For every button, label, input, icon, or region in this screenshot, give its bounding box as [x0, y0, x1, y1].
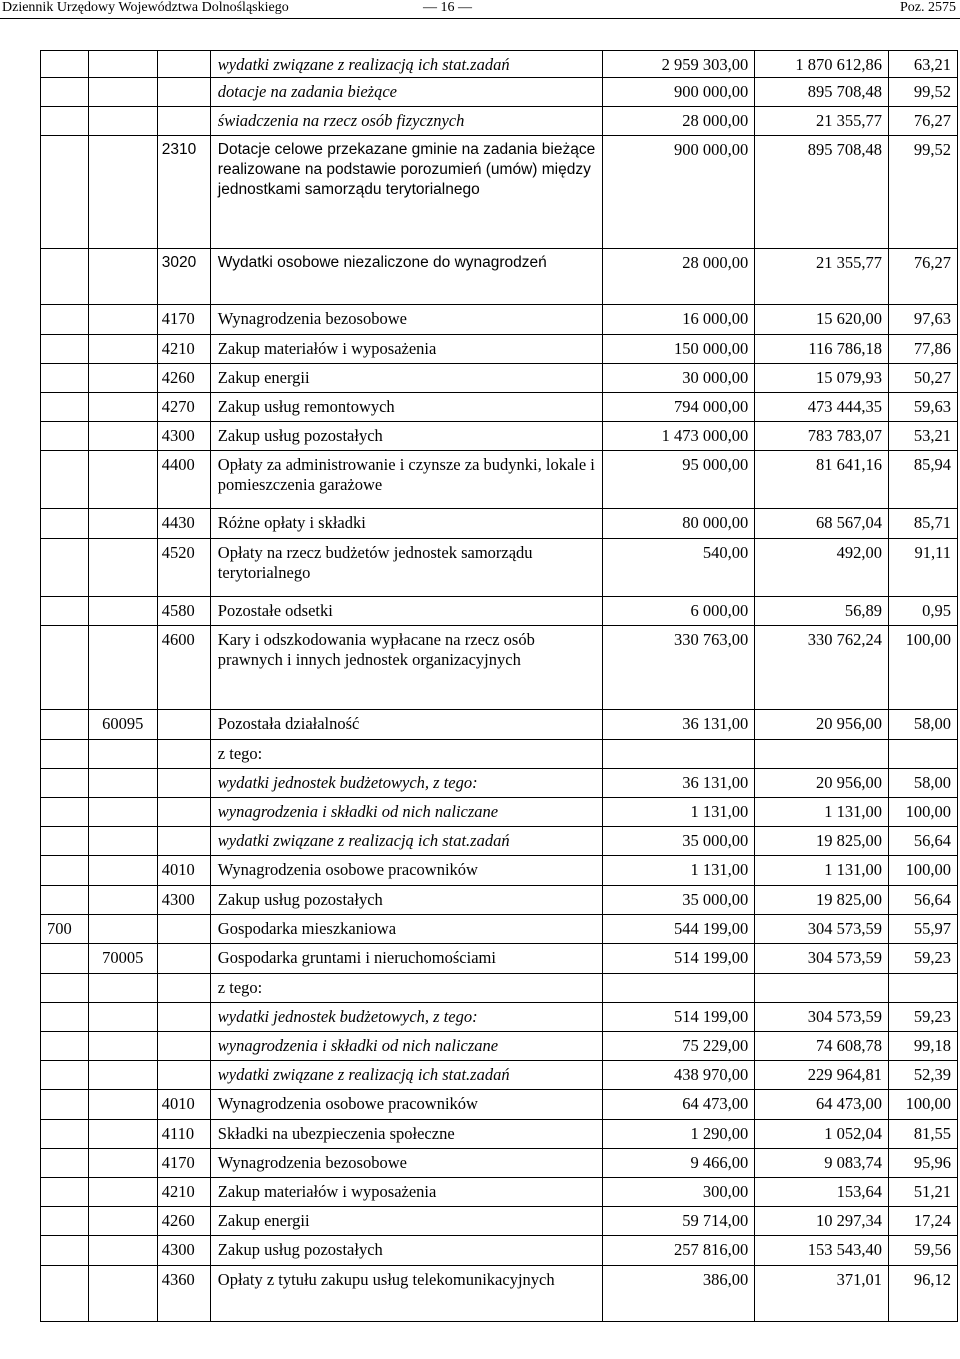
item-name: Pozostałe odsetki	[210, 597, 603, 626]
chapter-code	[88, 798, 157, 827]
item-name: Wynagrodzenia osobowe pracowników	[210, 1090, 603, 1120]
section-code	[41, 1003, 89, 1032]
paragraph-code: 4010	[157, 1090, 210, 1120]
chapter-code	[88, 1266, 157, 1322]
paragraph-code	[157, 769, 210, 798]
paragraph-code: 4430	[157, 509, 210, 539]
chapter-code	[88, 740, 157, 769]
executed-amount: 1 870 612,86	[755, 51, 889, 78]
section-code	[41, 1236, 89, 1266]
paragraph-code	[157, 1032, 210, 1061]
item-name: dotacje na zadania bieżące	[210, 78, 603, 107]
item-name: wydatki związane z realizacją ich stat.zadań	[210, 1061, 603, 1090]
plan-amount: 28 000,00	[603, 107, 755, 136]
section-code	[41, 974, 89, 1003]
section-code	[41, 1207, 89, 1236]
execution-percent: 99,18	[888, 1032, 957, 1061]
section-code	[41, 740, 89, 769]
plan-amount: 1 131,00	[603, 798, 755, 827]
item-name: Wydatki osobowe niezaliczone do wynagrodzeń	[210, 249, 603, 305]
chapter-code	[88, 1003, 157, 1032]
table-row	[41, 1236, 958, 1266]
paragraph-code: 4210	[157, 335, 210, 364]
executed-amount: 21 355,77	[755, 249, 889, 305]
paragraph-code	[157, 78, 210, 107]
execution-percent: 100,00	[888, 626, 957, 710]
execution-percent: 59,23	[888, 944, 957, 974]
executed-amount: 20 956,00	[755, 769, 889, 798]
plan-amount: 2 959 303,00	[603, 51, 755, 78]
chapter-code	[88, 422, 157, 451]
execution-percent: 56,64	[888, 827, 957, 856]
item-name: Kary i odszkodowania wypłacane na rzecz osób prawnych i innych jednostek organizacyjnych	[210, 626, 603, 710]
section-code	[41, 451, 89, 509]
paragraph-code: 4300	[157, 886, 210, 915]
table-row	[41, 626, 958, 710]
chapter-code	[88, 1120, 157, 1149]
table-row	[41, 597, 958, 626]
item-name: Wynagrodzenia bezosobowe	[210, 1149, 603, 1178]
plan-amount: 544 199,00	[603, 915, 755, 944]
chapter-code	[88, 305, 157, 335]
execution-percent: 51,21	[888, 1178, 957, 1207]
chapter-code	[88, 136, 157, 249]
item-name: Zakup usług pozostałych	[210, 422, 603, 451]
plan-amount: 900 000,00	[603, 78, 755, 107]
plan-amount: 80 000,00	[603, 509, 755, 539]
executed-amount: 19 825,00	[755, 886, 889, 915]
section-code	[41, 78, 89, 107]
execution-percent: 63,21	[888, 51, 957, 78]
executed-amount	[755, 974, 889, 1003]
chapter-code	[88, 107, 157, 136]
plan-amount: 386,00	[603, 1266, 755, 1322]
section-code	[41, 249, 89, 305]
table-row	[41, 1178, 958, 1207]
table-row	[41, 136, 958, 249]
plan-amount: 9 466,00	[603, 1149, 755, 1178]
plan-amount: 6 000,00	[603, 597, 755, 626]
executed-amount: 304 573,59	[755, 1003, 889, 1032]
execution-percent: 97,63	[888, 305, 957, 335]
section-code	[41, 1032, 89, 1061]
chapter-code: 70005	[88, 944, 157, 974]
execution-percent	[888, 974, 957, 1003]
chapter-code	[88, 856, 157, 886]
table-row	[41, 1207, 958, 1236]
chapter-code	[88, 249, 157, 305]
plan-amount: 1 473 000,00	[603, 422, 755, 451]
execution-percent: 85,94	[888, 451, 957, 509]
chapter-code	[88, 1149, 157, 1178]
item-name: Zakup usług remontowych	[210, 393, 603, 422]
table-row	[41, 1061, 958, 1090]
item-name: Zakup usług pozostałych	[210, 1236, 603, 1266]
table-row	[41, 1149, 958, 1178]
execution-percent: 56,64	[888, 886, 957, 915]
item-name: wydatki związane z realizacją ich stat.zadań	[210, 51, 603, 78]
paragraph-code	[157, 1003, 210, 1032]
chapter-code	[88, 886, 157, 915]
table-row	[41, 710, 958, 740]
table-row	[41, 451, 958, 509]
table-row	[41, 393, 958, 422]
paragraph-code	[157, 740, 210, 769]
table-row	[41, 51, 958, 78]
executed-amount: 1 052,04	[755, 1120, 889, 1149]
paragraph-code: 3020	[157, 249, 210, 305]
chapter-code: 60095	[88, 710, 157, 740]
chapter-code	[88, 626, 157, 710]
item-name: Gospodarka mieszkaniowa	[210, 915, 603, 944]
executed-amount: 1 131,00	[755, 798, 889, 827]
section-code	[41, 827, 89, 856]
plan-amount	[603, 740, 755, 769]
item-name: wynagrodzenia i składki od nich naliczane	[210, 798, 603, 827]
item-name: wydatki jednostek budżetowych, z tego:	[210, 769, 603, 798]
executed-amount: 68 567,04	[755, 509, 889, 539]
table-row	[41, 1032, 958, 1061]
paragraph-code: 4400	[157, 451, 210, 509]
executed-amount: 21 355,77	[755, 107, 889, 136]
plan-amount: 150 000,00	[603, 335, 755, 364]
executed-amount: 229 964,81	[755, 1061, 889, 1090]
section-code	[41, 1149, 89, 1178]
section-code	[41, 51, 89, 78]
execution-percent: 100,00	[888, 798, 957, 827]
executed-amount: 74 608,78	[755, 1032, 889, 1061]
table-row	[41, 886, 958, 915]
budget-table	[40, 50, 958, 1322]
table-row	[41, 249, 958, 305]
chapter-code	[88, 509, 157, 539]
execution-percent: 95,96	[888, 1149, 957, 1178]
plan-amount: 257 816,00	[603, 1236, 755, 1266]
executed-amount: 473 444,35	[755, 393, 889, 422]
item-name: Zakup usług pozostałych	[210, 886, 603, 915]
chapter-code	[88, 364, 157, 393]
plan-amount: 28 000,00	[603, 249, 755, 305]
section-code	[41, 393, 89, 422]
chapter-code	[88, 1032, 157, 1061]
paragraph-code: 4300	[157, 422, 210, 451]
paragraph-code	[157, 944, 210, 974]
plan-amount: 438 970,00	[603, 1061, 755, 1090]
executed-amount: 81 641,16	[755, 451, 889, 509]
paragraph-code: 4170	[157, 305, 210, 335]
execution-percent: 99,52	[888, 78, 957, 107]
executed-amount: 10 297,34	[755, 1207, 889, 1236]
section-code	[41, 597, 89, 626]
table-row	[41, 856, 958, 886]
section-code	[41, 856, 89, 886]
execution-percent: 96,12	[888, 1266, 957, 1322]
executed-amount: 492,00	[755, 539, 889, 597]
section-code	[41, 1120, 89, 1149]
plan-amount: 36 131,00	[603, 710, 755, 740]
execution-percent	[888, 740, 957, 769]
chapter-code	[88, 1207, 157, 1236]
plan-amount: 75 229,00	[603, 1032, 755, 1061]
item-name: Zakup materiałów i wyposażenia	[210, 335, 603, 364]
chapter-code	[88, 915, 157, 944]
section-code	[41, 710, 89, 740]
section-code	[41, 509, 89, 539]
execution-percent: 76,27	[888, 107, 957, 136]
executed-amount: 330 762,24	[755, 626, 889, 710]
chapter-code	[88, 974, 157, 1003]
paragraph-code: 4580	[157, 597, 210, 626]
plan-amount: 300,00	[603, 1178, 755, 1207]
paragraph-code	[157, 107, 210, 136]
paragraph-code: 4300	[157, 1236, 210, 1266]
position-number: Poz. 2575	[900, 0, 956, 15]
executed-amount: 304 573,59	[755, 944, 889, 974]
item-name: Wynagrodzenia bezosobowe	[210, 305, 603, 335]
execution-percent: 59,63	[888, 393, 957, 422]
section-code	[41, 364, 89, 393]
item-name: wydatki związane z realizacją ich stat.zadań	[210, 827, 603, 856]
paragraph-code: 4360	[157, 1266, 210, 1322]
chapter-code	[88, 51, 157, 78]
plan-amount: 1 131,00	[603, 856, 755, 886]
section-code	[41, 1061, 89, 1090]
execution-percent: 76,27	[888, 249, 957, 305]
section-code	[41, 944, 89, 974]
table-row	[41, 740, 958, 769]
section-code	[41, 1266, 89, 1322]
execution-percent: 55,97	[888, 915, 957, 944]
executed-amount: 895 708,48	[755, 78, 889, 107]
chapter-code	[88, 539, 157, 597]
execution-percent: 85,71	[888, 509, 957, 539]
paragraph-code	[157, 710, 210, 740]
executed-amount: 1 131,00	[755, 856, 889, 886]
chapter-code	[88, 393, 157, 422]
execution-percent: 100,00	[888, 1090, 957, 1120]
section-code	[41, 1178, 89, 1207]
paragraph-code: 4520	[157, 539, 210, 597]
table-row	[41, 539, 958, 597]
item-name: wydatki jednostek budżetowych, z tego:	[210, 1003, 603, 1032]
paragraph-code	[157, 974, 210, 1003]
plan-amount: 35 000,00	[603, 827, 755, 856]
executed-amount: 783 783,07	[755, 422, 889, 451]
item-name: świadczenia na rzecz osób fizycznych	[210, 107, 603, 136]
plan-amount: 16 000,00	[603, 305, 755, 335]
execution-percent: 53,21	[888, 422, 957, 451]
table-row	[41, 1120, 958, 1149]
paragraph-code: 4210	[157, 1178, 210, 1207]
section-code	[41, 1090, 89, 1120]
table-row	[41, 798, 958, 827]
table-row	[41, 335, 958, 364]
plan-amount: 35 000,00	[603, 886, 755, 915]
section-code	[41, 769, 89, 798]
table-row	[41, 1266, 958, 1322]
plan-amount: 36 131,00	[603, 769, 755, 798]
table-row	[41, 974, 958, 1003]
execution-percent: 0,95	[888, 597, 957, 626]
executed-amount: 116 786,18	[755, 335, 889, 364]
item-name: wynagrodzenia i składki od nich naliczane	[210, 1032, 603, 1061]
item-name: z tego:	[210, 740, 603, 769]
section-code	[41, 335, 89, 364]
table-row	[41, 364, 958, 393]
plan-amount: 514 199,00	[603, 1003, 755, 1032]
section-code	[41, 798, 89, 827]
item-name: Wynagrodzenia osobowe pracowników	[210, 856, 603, 886]
executed-amount: 20 956,00	[755, 710, 889, 740]
chapter-code	[88, 769, 157, 798]
paragraph-code	[157, 1061, 210, 1090]
item-name: Zakup energii	[210, 1207, 603, 1236]
execution-percent: 59,23	[888, 1003, 957, 1032]
paragraph-code: 2310	[157, 136, 210, 249]
item-name: Składki na ubezpieczenia społeczne	[210, 1120, 603, 1149]
paragraph-code: 4010	[157, 856, 210, 886]
table-row	[41, 1090, 958, 1120]
table-row	[41, 305, 958, 335]
item-name: Gospodarka gruntami i nieruchomościami	[210, 944, 603, 974]
paragraph-code	[157, 51, 210, 78]
paragraph-code: 4600	[157, 626, 210, 710]
plan-amount: 794 000,00	[603, 393, 755, 422]
chapter-code	[88, 1090, 157, 1120]
chapter-code	[88, 451, 157, 509]
executed-amount: 153,64	[755, 1178, 889, 1207]
plan-amount: 330 763,00	[603, 626, 755, 710]
plan-amount: 95 000,00	[603, 451, 755, 509]
chapter-code	[88, 335, 157, 364]
plan-amount	[603, 974, 755, 1003]
item-name: z tego:	[210, 974, 603, 1003]
page-number: — 16 —	[423, 0, 472, 15]
plan-amount: 1 290,00	[603, 1120, 755, 1149]
execution-percent: 77,86	[888, 335, 957, 364]
table-row	[41, 915, 958, 944]
paragraph-code	[157, 827, 210, 856]
item-name: Różne opłaty i składki	[210, 509, 603, 539]
executed-amount: 9 083,74	[755, 1149, 889, 1178]
budget-table-body	[41, 51, 958, 1322]
plan-amount: 59 714,00	[603, 1207, 755, 1236]
item-name: Zakup materiałów i wyposażenia	[210, 1178, 603, 1207]
section-code	[41, 626, 89, 710]
table-row	[41, 509, 958, 539]
paragraph-code: 4260	[157, 1207, 210, 1236]
executed-amount: 895 708,48	[755, 136, 889, 249]
paragraph-code	[157, 915, 210, 944]
executed-amount: 371,01	[755, 1266, 889, 1322]
executed-amount: 56,89	[755, 597, 889, 626]
paragraph-code: 4170	[157, 1149, 210, 1178]
section-code	[41, 886, 89, 915]
journal-title: Dziennik Urzędowy Województwa Dolnośląskiego	[2, 0, 289, 15]
section-code: 700	[41, 915, 89, 944]
item-name: Opłaty z tytułu zakupu usług telekomunikacyjnych	[210, 1266, 603, 1322]
executed-amount: 304 573,59	[755, 915, 889, 944]
execution-percent: 17,24	[888, 1207, 957, 1236]
chapter-code	[88, 827, 157, 856]
executed-amount: 15 620,00	[755, 305, 889, 335]
section-code	[41, 422, 89, 451]
table-row	[41, 769, 958, 798]
item-name: Pozostała działalność	[210, 710, 603, 740]
chapter-code	[88, 597, 157, 626]
chapter-code	[88, 1061, 157, 1090]
execution-percent: 81,55	[888, 1120, 957, 1149]
item-name: Opłaty na rzecz budżetów jednostek samorządu terytorialnego	[210, 539, 603, 597]
table-row	[41, 1003, 958, 1032]
table-row	[41, 944, 958, 974]
item-name: Opłaty za administrowanie i czynsze za budynki, lokale i pomieszczenia garażowe	[210, 451, 603, 509]
paragraph-code: 4260	[157, 364, 210, 393]
header-rule	[0, 18, 960, 19]
section-code	[41, 136, 89, 249]
table-row	[41, 422, 958, 451]
executed-amount: 64 473,00	[755, 1090, 889, 1120]
section-code	[41, 539, 89, 597]
execution-percent: 100,00	[888, 856, 957, 886]
chapter-code	[88, 1178, 157, 1207]
chapter-code	[88, 78, 157, 107]
paragraph-code: 4110	[157, 1120, 210, 1149]
paragraph-code: 4270	[157, 393, 210, 422]
execution-percent: 59,56	[888, 1236, 957, 1266]
table-row	[41, 78, 958, 107]
table-row	[41, 827, 958, 856]
chapter-code	[88, 1236, 157, 1266]
execution-percent: 58,00	[888, 710, 957, 740]
executed-amount: 153 543,40	[755, 1236, 889, 1266]
execution-percent: 99,52	[888, 136, 957, 249]
execution-percent: 50,27	[888, 364, 957, 393]
section-code	[41, 107, 89, 136]
executed-amount: 15 079,93	[755, 364, 889, 393]
paragraph-code	[157, 798, 210, 827]
item-name: Dotacje celowe przekazane gminie na zadania bieżące realizowane na podstawie porozumień (umów) między jednostkami samorządu terytorialnego	[210, 136, 603, 249]
table-row	[41, 107, 958, 136]
plan-amount: 540,00	[603, 539, 755, 597]
plan-amount: 514 199,00	[603, 944, 755, 974]
section-code	[41, 305, 89, 335]
execution-percent: 58,00	[888, 769, 957, 798]
executed-amount: 19 825,00	[755, 827, 889, 856]
execution-percent: 52,39	[888, 1061, 957, 1090]
plan-amount: 64 473,00	[603, 1090, 755, 1120]
plan-amount: 30 000,00	[603, 364, 755, 393]
executed-amount	[755, 740, 889, 769]
execution-percent: 91,11	[888, 539, 957, 597]
item-name: Zakup energii	[210, 364, 603, 393]
plan-amount: 900 000,00	[603, 136, 755, 249]
